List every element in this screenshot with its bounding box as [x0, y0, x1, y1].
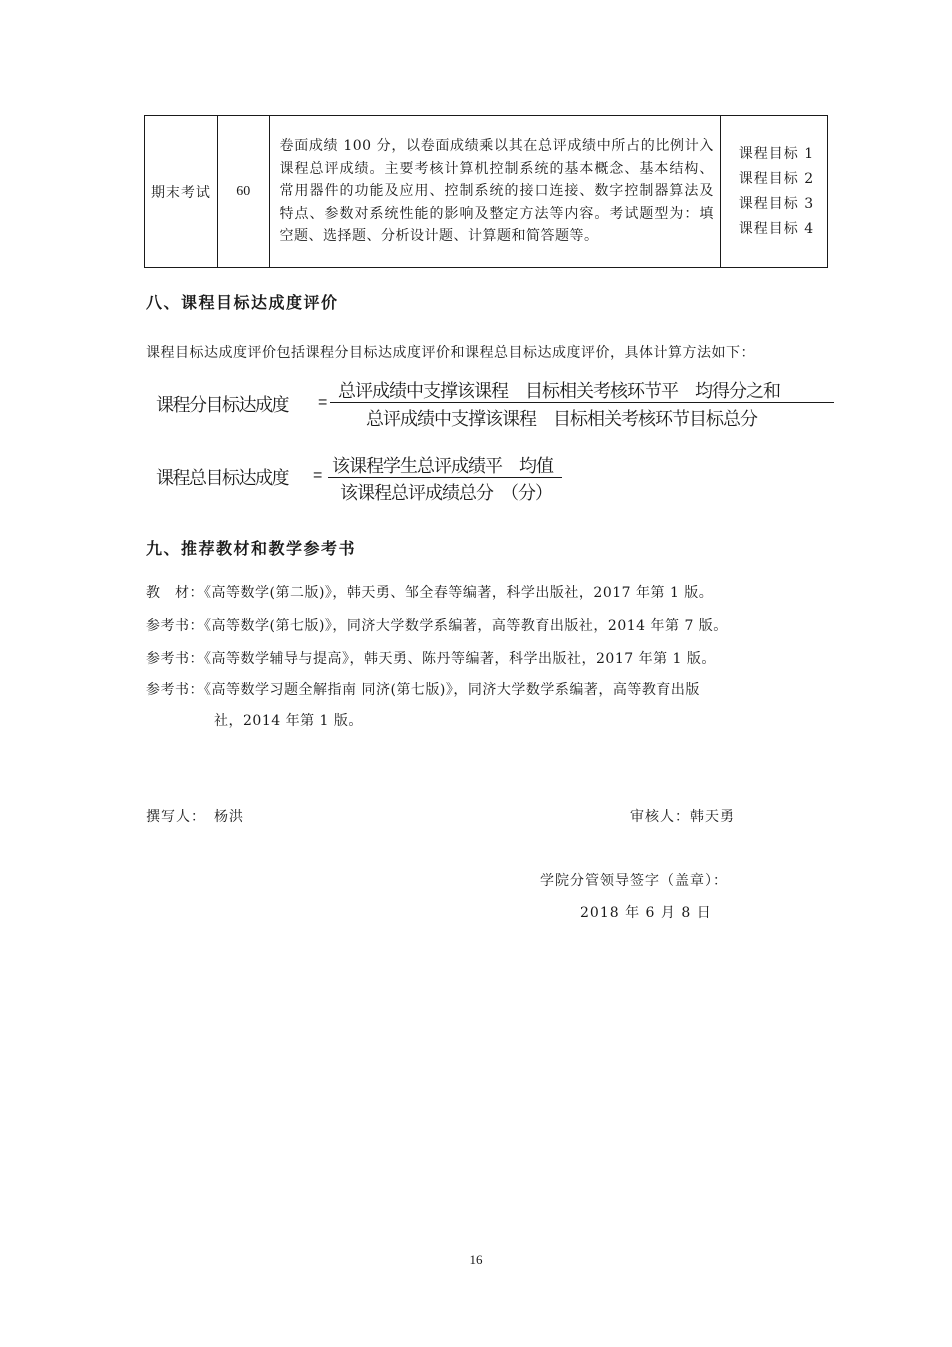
assessment-type-cell: 期末考试	[145, 116, 218, 268]
page-number: 16	[469, 1252, 483, 1267]
table-row	[145, 116, 828, 268]
assessment-table	[144, 115, 828, 268]
assessment-weight-cell: 60	[217, 116, 269, 268]
reference-item: 参考书：《高等数学习题全解指南 同济(第七版)》，同济大学数学系编著，高等教育出版	[146, 682, 700, 698]
formula-overall-denominator: 该课程总评成绩总分 （分）	[340, 483, 552, 503]
assessment-goals-cell	[720, 116, 827, 268]
reviewer-signature: 审核人：韩天勇	[630, 809, 735, 825]
formula-overall-fraction-bar	[328, 477, 562, 478]
signature-date: 2018 年 6 月 8 日	[580, 905, 712, 921]
formula-subgoal-fraction-bar	[330, 402, 834, 403]
reference-item: 教 材：《高等数学(第二版)》，韩天勇、邹全春等编著，科学出版社，2017 年第 1 版。	[146, 585, 714, 601]
goal-item: 课程目标 3	[738, 195, 815, 212]
reference-item: 参考书：《高等数学(第七版)》，同济大学数学系编著，高等教育出版社，2014 年第 7 版。	[146, 618, 728, 634]
formula-overall-lhs: 课程总目标达成度	[156, 468, 288, 488]
formula-overall-equals: =	[313, 467, 323, 484]
reference-item: 参考书：《高等数学辅导与提高》，韩天勇、陈丹等编著，科学出版社，2017 年第 1 版。	[146, 651, 716, 667]
formula-subgoal-equals: =	[318, 394, 328, 411]
formula-subgoal-denominator: 总评成绩中支撑该课程 目标相关考核环节目标总分	[366, 409, 757, 429]
reference-item-continuation: 社，2014 年第 1 版。	[214, 713, 363, 729]
writer-signature: 撰写人： 杨洪	[146, 809, 244, 825]
leader-signature: 学院分管领导签字（盖章）：	[540, 873, 728, 889]
assessment-description-cell: 卷面成绩 100 分，以卷面成绩乘以其在总评成绩中所占的比例计入课程总评成绩。主要考核计算机控制系统的基本概念、基本结构、常用器件的功能及应用、控制系统的接口连接、数字控制器算法及特点、参数对系统性能的影响及整定方法等内容。考试题型为：填空题、选择题、分析设计题、计算题和简答题等。	[269, 116, 720, 268]
section-8-heading: 八、课程目标达成度评价	[146, 293, 339, 312]
section-8-intro: 课程目标达成度评价包括课程分目标达成度评价和课程总目标达成度评价，具体计算方法如下：	[146, 345, 755, 361]
goal-item: 课程目标 1	[738, 145, 815, 162]
formula-overall-numerator: 该课程学生总评成绩平 均值	[332, 456, 553, 476]
section-9-heading: 九、推荐教材和教学参考书	[146, 539, 357, 558]
goal-item: 课程目标 4	[738, 220, 815, 237]
formula-subgoal-lhs: 课程分目标达成度	[156, 395, 288, 415]
goal-item: 课程目标 2	[738, 170, 815, 187]
formula-subgoal-numerator: 总评成绩中支撑该课程 目标相关考核环节平 均得分之和	[338, 381, 780, 401]
